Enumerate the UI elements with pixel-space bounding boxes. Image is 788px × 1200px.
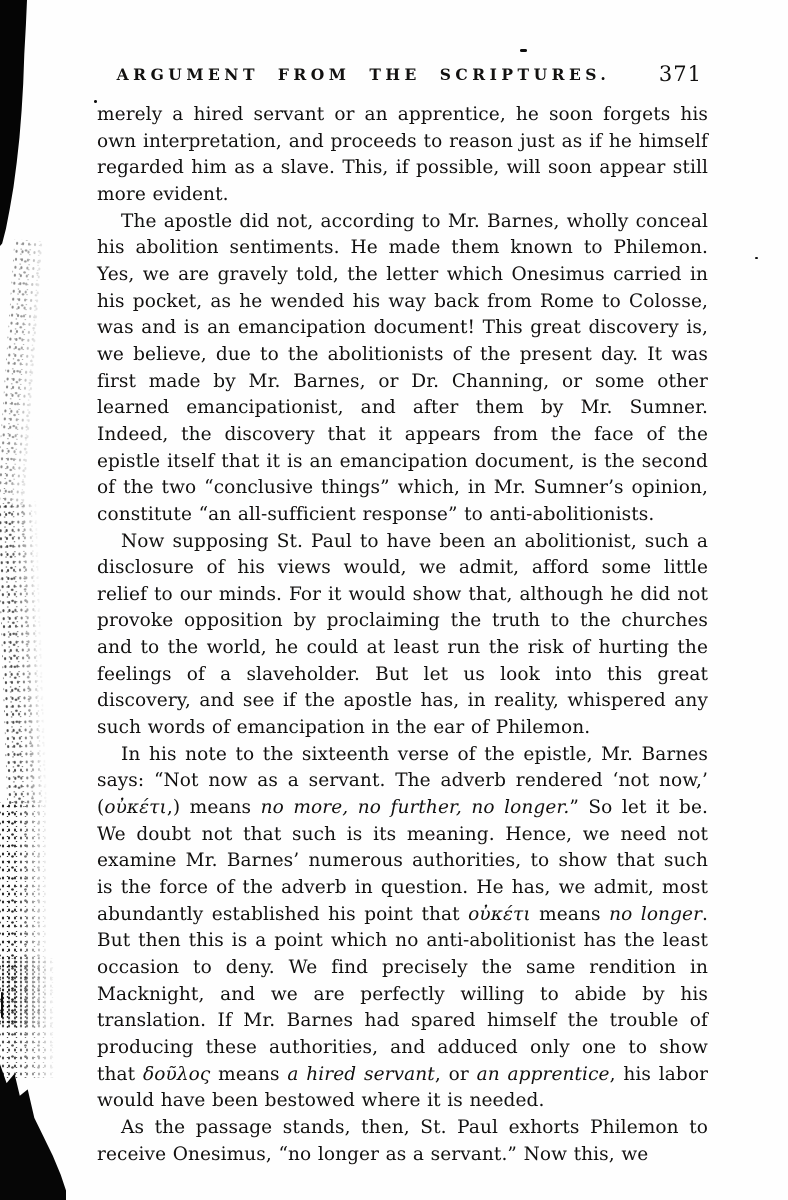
text-run: ,) means: [166, 797, 261, 819]
paragraph: [97, 1115, 708, 1168]
paragraph: [97, 529, 708, 742]
running-title: ARGUMENT FROM THE SCRIPTURES.: [116, 65, 611, 84]
left-edge-speckle-band-artifact: [0, 802, 50, 1027]
top-left-ink-wedge-artifact: [0, 0, 27, 246]
text-run-italic: a hired servant: [287, 1063, 435, 1085]
paragraph: [97, 209, 708, 529]
running-head: [97, 62, 708, 92]
greek-term: οὐκέτι: [104, 797, 167, 819]
text-run: ” So let it be. We doubt not that such is its meaning. Hence, we need not examine Mr. Barnes’ numerous authorities, to show that such is the force of the adverb in question. He has, we admit, most abundantly established his point that: [97, 797, 709, 925]
bottom-left-ink-blot-artifact: [0, 1042, 66, 1200]
left-edge-speckle-band-artifact: [0, 501, 49, 808]
text-run: means: [530, 903, 610, 925]
ink-speck-artifact: [755, 257, 758, 259]
text-run-italic: no longer: [609, 903, 703, 925]
text-run: . But then this is a point which no anti-abolitionist has the least occasion to deny. We find precisely the same rendition in Macknight, and we are perfectly willing to abide by his translation. If Mr. Barnes had spared himself the trouble of producing these authorities, and adduced only one to show that: [97, 903, 708, 1085]
ink-speck-artifact: [520, 49, 527, 52]
greek-term: οὐκέτι: [468, 903, 531, 925]
text-run-italic: an apprentice: [476, 1063, 610, 1085]
text-run: The apostle did not, according to Mr. Barnes, wholly conceal his abolition sentiments. He made them known to Philemon. Yes, we are gravely told, the letter which Onesimus carried in his pocket, as he wended his way back from Rome to Colosse, was and is an emancipation document! This great discovery is, we believe, due to the abolitionists of the present day. It was first made by Mr. Barnes, or Dr. Channing, or some other learned emancipationist, and after them by Mr. Sumner. Indeed, the discovery that it appears from the face of the epistle itself that it is an emancipation document, is the second of the two “conclusive things” which, in Mr. Sumner’s opinion, constitute “an all-sufficient response” to anti-abolitionists.: [97, 210, 708, 525]
left-edge-speckle-band-artifact: [0, 239, 48, 509]
greek-term: δοῦλος: [143, 1063, 211, 1085]
page-number: 371: [658, 62, 702, 86]
text-run: Now supposing St. Paul to have been an abolitionist, such a disclosure of his views would, we admit, afford some little relief to our minds. For it would show that, although he did not provoke opposition by proclaiming the truth to the churches and to the world, he could at least run the risk of hurting the feelings of a slaveholder. But let us look into this great discovery, and see if the apostle has, in reality, whispered any such words of emancipation in the ear of Philemon.: [97, 530, 708, 739]
text-run: , his labor would have been bestowed where it is needed.: [97, 1063, 709, 1112]
text-run: As the passage stands, then, St. Paul exhorts Philemon to receive Onesimus, “no longer as a servant.” Now this, we: [97, 1116, 708, 1165]
text-run: , or: [434, 1063, 477, 1085]
text-run-italic: no more, no further, no longer.: [260, 797, 570, 819]
text-run: merely a hired servant or an apprentice, he soon forgets his own interpretation, and proceeds to reason just as if he himself regarded him as a slave. This, if possible, will soon appear still more evident.: [97, 104, 708, 205]
text-run: In his note to the sixteenth verse of the epistle, Mr. Barnes says: “Not now as a servant. The adverb rendered ‘not now,’ (: [97, 743, 708, 819]
paragraph: [97, 102, 708, 209]
bottom-left-speckle-artifact: [0, 958, 58, 1078]
paragraph: [97, 742, 708, 1115]
ink-speck-artifact: [1, 992, 3, 1018]
text-run: means: [210, 1063, 288, 1085]
page-text-block: [97, 102, 708, 1168]
